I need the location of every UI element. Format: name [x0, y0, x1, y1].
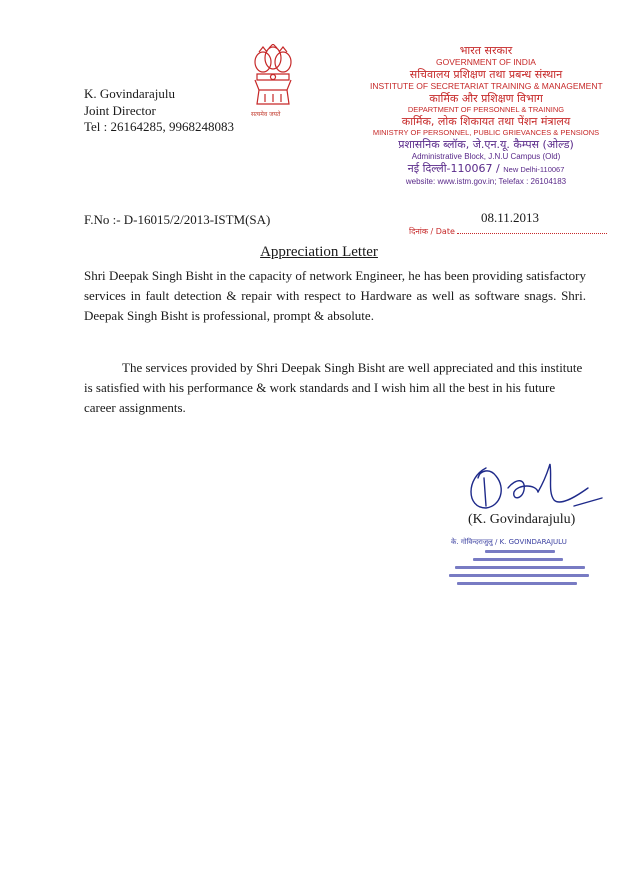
file-number: F.No :- D-16015/2/2013-ISTM(SA): [84, 212, 271, 227]
country-english: GOVERNMENT OF INDIA: [436, 57, 536, 67]
sender-designation: Joint Director: [84, 102, 156, 118]
ministry-english: MINISTRY OF PERSONNEL, PUBLIC GRIEVANCES & PENSIONS: [372, 128, 600, 137]
body-paragraph-1: Shri Deepak Singh Bisht in the capacity of network Engineer, he has been providing satisfactory services in fault detection & repair with respect to Hardware as well as software snags. Shri. Deepak Singh Bisht is professional, prompt & absolute.: [84, 268, 586, 323]
letter-title-text: Appreciation Letter: [260, 244, 378, 260]
stamp-text: के. गोविन्दराजुलु / K. GOVINDARAJULU: [451, 538, 567, 546]
country-hindi: भारत सरकार: [459, 44, 513, 57]
handwritten-signature: [456, 448, 606, 518]
signatory-name: (K. Govindarajulu): [468, 512, 576, 527]
official-stamp: [445, 532, 595, 602]
sender-name: K. Govindarajulu: [84, 86, 175, 101]
address-block-hindi: प्रशासनिक ब्लॉक, जे.एन.यू. कैम्पस (ओल्ड): [398, 138, 574, 151]
date-label-text: दिनांक / Date: [409, 227, 455, 236]
website-telefax: website: www.istm.gov.in; Telefax : 26104183: [405, 177, 567, 186]
body-paragraph-2: The services provided by Shri Deepak Singh Bisht are well appreciated and this institute is satisfied with his performance & work standards and I wish him all the best in his future career assignments.: [84, 360, 583, 415]
address-city: नई दिल्ली-110067 / New Delhi-110067: [407, 162, 565, 175]
emblem-motto: सत्यमेव जयते: [251, 111, 281, 118]
address-block-english: Administrative Block, J.N.U Campus (Old): [411, 152, 561, 161]
date-dotted-line: [457, 233, 607, 234]
sender-telephone: Tel : 26164285, 9968248083: [84, 119, 235, 134]
ministry-hindi: कार्मिक, लोक शिकायत तथा पेंशन मंत्रालय: [401, 115, 571, 128]
address-city-hindi: नई दिल्ली-110067: [407, 162, 493, 175]
department-english: DEPARTMENT OF PERSONNEL & TRAINING: [407, 105, 565, 114]
address-city-english: New Delhi-110067: [503, 165, 565, 174]
sender-block: [84, 86, 234, 136]
letter-date: 08.11.2013: [481, 210, 540, 225]
date-label: [409, 226, 607, 237]
institute-english: INSTITUTE OF SECRETARIAT TRAINING & MANAGEMENT: [370, 81, 603, 91]
institute-hindi: सचिवालय प्रशिक्षण तथा प्रबन्ध संस्थान: [409, 68, 563, 81]
department-hindi: कार्मिक और प्रशिक्षण विभाग: [429, 92, 543, 105]
national-emblem-icon: [245, 44, 301, 110]
letter-title: [0, 244, 638, 261]
letterhead: [370, 44, 602, 187]
